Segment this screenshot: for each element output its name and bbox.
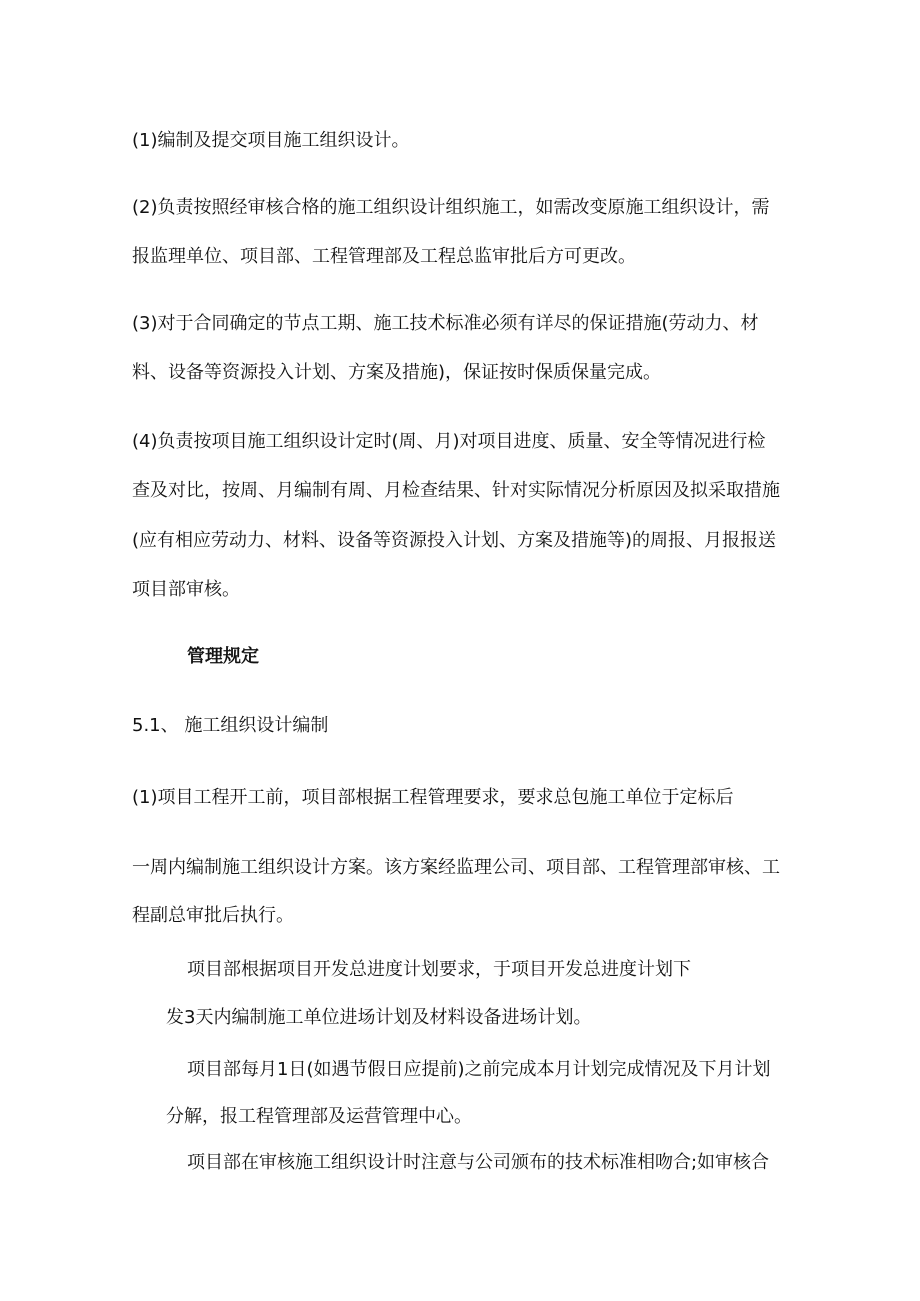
item-2-line-2: 报监理单位、项目部、工程管理部及工程总监审批后方可更改。 [132,246,636,267]
rule-2-line-1: 项目部根据项目开发总进度计划要求，于项目开发总进度计划下 [187,959,691,980]
rule-1-line-2: 一周内编制施工组织设计方案。该方案经监理公司、项目部、工程管理部审核、工 [132,857,780,878]
rule-1-line-1: (1)项目工程开工前，项目部根据工程管理要求，要求总包施工单位于定标后 [132,787,734,808]
rule-4-line-1: 项目部在审核施工组织设计时注意与公司颁布的技术标准相吻合;如审核合 [187,1152,770,1173]
item-4-line-2: 查及对比，按周、月编制有周、月检查结果、针对实际情况分析原因及拟采取措施 [132,480,780,501]
item-1-text: (1)编制及提交项目施工组织设计。 [132,130,410,151]
item-4-line-3: (应有相应劳动力、材料、设备等资源投入计划、方案及措施等)的周报、月报报送 [132,530,777,551]
item-3-line-1: (3)对于合同确定的节点工期、施工技术标准必须有详尽的保证措施(劳动力、材 [132,313,759,334]
rule-2-line-2: 发3天内编制施工单位进场计划及材料设备进场计划。 [166,1007,592,1028]
rule-3-line-1: 项目部每月1日(如遇节假日应提前)之前完成本月计划完成情况及下月计划 [187,1059,771,1080]
rule-3-line-2: 分解，报工程管理部及运营管理中心。 [166,1106,472,1127]
section-subheading: 5.1、 施工组织设计编制 [132,715,329,736]
item-2-line-1: (2)负责按照经审核合格的施工组织设计组织施工，如需改变原施工组织设计，需 [132,197,770,218]
rule-1-line-3: 程副总审批后执行。 [132,905,294,926]
section-heading: 管理规定 [187,646,259,667]
item-3-line-2: 料、设备等资源投入计划、方案及措施)，保证按时保质保量完成。 [132,362,662,383]
item-4-line-4: 项目部审核。 [132,579,240,600]
item-4-line-1: (4)负责按项目施工组织设计定时(周、月)对项目进度、质量、安全等情况进行检 [132,431,766,452]
